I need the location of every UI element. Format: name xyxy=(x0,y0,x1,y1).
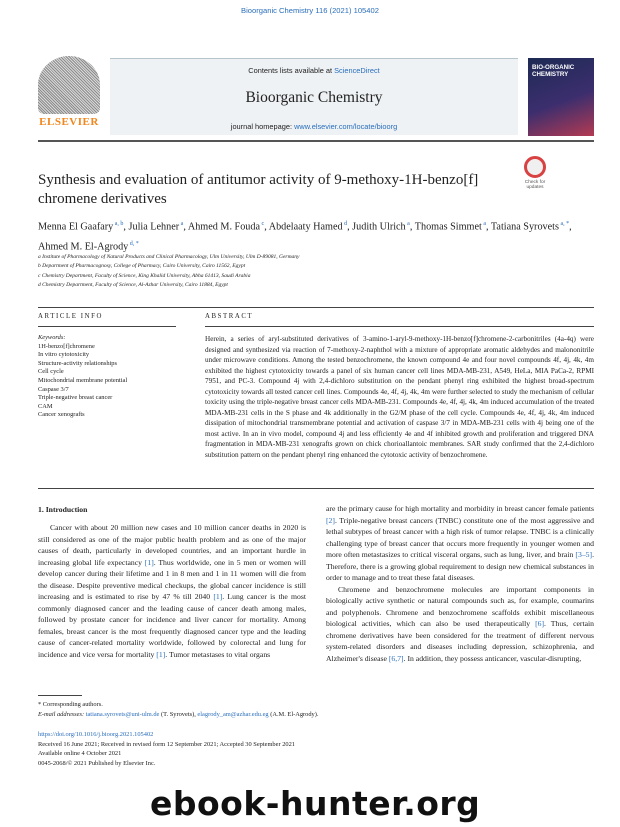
body-text: . In addition, they possess anticancer, vascular-disrupting, xyxy=(403,653,582,663)
footnote-rule xyxy=(38,695,82,696)
author-affiliation-marker[interactable]: d, * xyxy=(128,240,139,247)
copyright: 0045-2068/© 2021 Published by Elsevier Inc. xyxy=(38,759,156,767)
homepage-link[interactable]: www.elsevier.com/locate/bioorg xyxy=(294,122,398,131)
body-text: . Lung cancer is the most commonly diagnosed cancer and the leading cause of cancer death among males, followed by prostate cancer for incidence and liver cancer for mortality. Among females, breast cancer is the most frequently diagnosed cancer type and the leading cause of cancer-related mortality worldwide, followed by colorectal and lung for incidence and vice versa for mortality xyxy=(38,592,306,659)
affiliation-list xyxy=(38,253,594,290)
author-list: Menna El Gaafary $^{a, b}$, Julia Lehner $^a$, Ahmed M. Fouda $^c$, Abdelaaty Hamed $^d$, Judith Ulrich $^a$, Thomas Simmet $^a$, Tatiana Syrovets $^{a, *}$, Ahmed M. El-Agrody $^{d, *}$ xyxy=(38,221,572,253)
keywords-block xyxy=(38,334,176,420)
elsevier-wordmark: ELSEVIER xyxy=(39,116,99,128)
journal-homepage: journal homepage: www.elsevier.com/locate/bioorg xyxy=(230,122,398,131)
doi-link[interactable]: https://doi.org/10.1016/j.bioorg.2021.105402 xyxy=(38,731,154,738)
keyword: Mitochondrial membrane potential xyxy=(38,376,128,384)
sciencedirect-link[interactable]: ScienceDirect xyxy=(334,66,380,75)
email-link-elagrody[interactable]: elagrody_am@azhar.edu.eg xyxy=(197,710,269,718)
author-name[interactable]: Tatiana Syrovets xyxy=(490,221,559,233)
affiliation: c Chemistry Department, Faculty of Science, King Khalid University, Abha 61413, Saudi Arabia xyxy=(38,272,251,279)
received-dates: Received 16 June 2021; Received in revised form 12 September 2021; Accepted 30 September 2021 xyxy=(38,740,295,748)
abstract-heading: ABSTRACT xyxy=(205,313,254,320)
citation-link[interactable]: [3–5] xyxy=(575,550,593,559)
body-text: . Triple-negative breast cancers (TNBC) constitute one of the most aggressive and lethal subtypes of breast cancer with a high risk of tumor relapse. TNBC is a clinically challenging type of breast cancer that occurs more frequently in younger women and more often metastasizes to critical visceral organs, such as lung, liver, and brain xyxy=(326,515,594,559)
author-affiliation-marker[interactable]: a xyxy=(179,221,184,227)
affiliation-divider xyxy=(38,307,594,308)
abstract-end-rule xyxy=(38,488,594,489)
body-text: . Thus, certain chromene derivatives have been considered for the treatment of different nervous system-related disorders and diseases including depression, schizophrenia, and Alzheimer's disease xyxy=(326,619,594,663)
citation-link[interactable]: [1] xyxy=(144,557,154,567)
article-title: Synthesis and evaluation of antitumor activity of 9-methoxy-1H-benzo[f] chromene derivatives xyxy=(38,172,479,207)
keywords-label: Keywords: xyxy=(38,334,66,341)
author-name[interactable]: Judith Ulrich xyxy=(352,221,406,233)
article-info-heading: ARTICLE INFO xyxy=(38,313,104,320)
author-name[interactable]: Thomas Simmet xyxy=(414,221,482,233)
keyword: CAM xyxy=(38,402,53,410)
author-name[interactable]: Ahmed M. Fouda xyxy=(187,221,261,233)
elsevier-logo xyxy=(38,56,100,132)
section-heading-introduction: 1. Introduction xyxy=(38,505,88,514)
citation-link[interactable]: [1] xyxy=(156,649,166,659)
journal-info-box xyxy=(110,58,518,135)
abstract-text: Herein, a series of aryl-substituted derivatives of 3-amino-1-aryl-9-methoxy-1H-benzo[f]chromene-2-carbonitriles (4a-4q) were designed and synthesized via reaction of 7-methoxy-2-naphthol with a mixture of appropriate aromatic aldehydes and malononitrile under microwave conditions. Among the tested benzochromene, the known compound 4e and four novel compounds 4f, 4j, 4k, 4m exhibited the highest cytotoxicity towards a panel of six human cancer cell lines MDA-MB-231, A549, HeLa, MIA PaCa-2, RPMI 7951, and PC-3. Compound 4j with 2,4-dichloro substitution on the pendant phenyl ring exhibited the highest broad-spectrum cytotoxicity towards all tested cancer cell lines. Compounds 4e, 4f, 4j, 4k, 4m were further selected to study the mechanism of cellular toxicity using the triple-negative breast cancer cells MDA-MB-231. Compounds 4e, 4f, 4j, 4k, 4m induced accumulation of the treated MDA-MB-231 cells in the S phase and 4k additionally in the G2/M phase of the cell cycle. Compounds 4e, 4f, 4j, 4k, 4m induced dissipation of mitochondrial transmembrane potential and activation of caspase 3/7 in MDA-MB-231 cells with 4j being one of the most active. In an in vivo model, compound 4j and less efficiently 4e and 4f inhibited growth and proliferation and triggered DNA fragmentation in MDA-MB-231 xenografts grown on chick chorioallantoic membranes. SAR study confirmed that the 2,4-dichloro substitution pattern on the pendant phenyl ring enhanced the cytotoxic activity of benzochromene. xyxy=(205,335,594,459)
journal-cover: BIO-ORGANIC CHEMISTRY xyxy=(528,58,594,136)
keyword: Triple-negative breast cancer xyxy=(38,394,113,402)
article-info-rule xyxy=(38,326,176,327)
header-divider xyxy=(38,140,594,142)
journal-title: Bioorganic Chemistry xyxy=(245,89,383,106)
keyword: Caspase 3/7 xyxy=(38,385,69,393)
publication-details xyxy=(38,730,594,768)
available-date: Available online 4 October 2021 xyxy=(38,750,122,758)
affiliation: a Institute of Pharmacology of Natural Products and Clinical Pharmacology, Ulm University, Ulm D-89081, Germany xyxy=(38,254,300,260)
citation-link[interactable]: [1] xyxy=(213,592,223,601)
body-text: Cancer with about 20 million new cases and 10 million cancer deaths in 2020 is still considered as one of the major public health problem and as one of the major causes of death, particularly in developed countries, and an important hurdle in increasing global life expectancy xyxy=(38,523,306,567)
citation-link[interactable]: [2] xyxy=(326,515,335,525)
keyword: 1H-benzo[f]chromene xyxy=(38,342,95,350)
body-text: are the primary cause for high mortality and morbidity in breast cancer female patients xyxy=(326,504,594,513)
abstract-rule xyxy=(205,326,594,327)
contents-line: Contents lists available at ScienceDirect xyxy=(248,66,380,75)
author-name[interactable]: Menna El Gaafary xyxy=(38,221,114,233)
footnote: * Corresponding authors. E-mail addresses: tatiana.syrovets@uni-ulm.de (T. Syrovets), elagrody_am@azhar.edu.eg (A.M. El-Agrody). xyxy=(38,701,319,718)
keyword: In vitro cytotoxicity xyxy=(38,351,90,359)
body-text: Chromene and benzochromene molecules are important components in biologically active synthetic or natural compounds such as, for example, coumarins and polyphenols. Chromene and benzochromene scaffolds exhibit miscellaneous biological activities, which can also be used therapeutically xyxy=(326,584,594,628)
author-name[interactable]: Ahmed M. El-Agrody xyxy=(38,241,129,253)
author-name[interactable]: Julia Lehner xyxy=(128,221,180,233)
check-for-updates-button[interactable]: Check for updates xyxy=(520,156,550,190)
author-affiliation-marker[interactable]: a, * xyxy=(558,221,570,227)
intro-column-right xyxy=(326,503,594,664)
keyword: Cell cycle xyxy=(38,368,64,376)
intro-column-left xyxy=(38,522,306,660)
citation-link[interactable]: [6,7] xyxy=(388,653,404,663)
check-updates-icon xyxy=(524,156,546,178)
email-link-syrovets[interactable]: tatiana.syrovets@uni-ulm.de xyxy=(85,710,160,718)
body-text: . Therefore, there is a growing global requirement to design new chemical substances in order to manage and to treat these fatal diseases. xyxy=(326,550,594,582)
elsevier-tree-icon xyxy=(38,56,100,114)
citation-link[interactable]: [6] xyxy=(535,619,545,628)
body-text: . Thus worldwide, one in 5 men or women will develop cancer during their lifetime and 1 in 8 men and 1 in 11 women will die from the disease. Despite preventive medical checkups, the global cancer incidence is still increasing and is estimated to rise by 47 % till 2040 xyxy=(38,557,306,601)
journal-citation[interactable]: Bioorganic Chemistry 116 (2021) 105402 xyxy=(241,6,379,15)
author-affiliation-marker[interactable]: a xyxy=(405,221,410,227)
journal-header xyxy=(38,58,594,134)
author-affiliation-marker[interactable]: a, b xyxy=(113,221,124,227)
author-affiliation-marker[interactable]: a xyxy=(481,221,486,227)
body-text: . Tumor metastases to vital organs xyxy=(165,649,271,659)
affiliation: b Department of Pharmacognosy, College of Pharmacy, Cairo University, Cairo 11562, Egypt xyxy=(38,263,246,270)
affiliation: d Chemistry Department, Faculty of Science, Al-Azhar University, Cairo 11884, Egypt xyxy=(38,281,228,288)
author-name[interactable]: Abdelaaty Hamed xyxy=(268,221,343,233)
keyword: Cancer xenografts xyxy=(38,411,85,419)
author-affiliation-marker[interactable]: c xyxy=(260,221,265,227)
watermark: ebook-hunter.org xyxy=(150,784,481,823)
keyword: Structure-activity relationships xyxy=(38,359,117,367)
author-affiliation-marker[interactable]: d xyxy=(342,221,348,227)
